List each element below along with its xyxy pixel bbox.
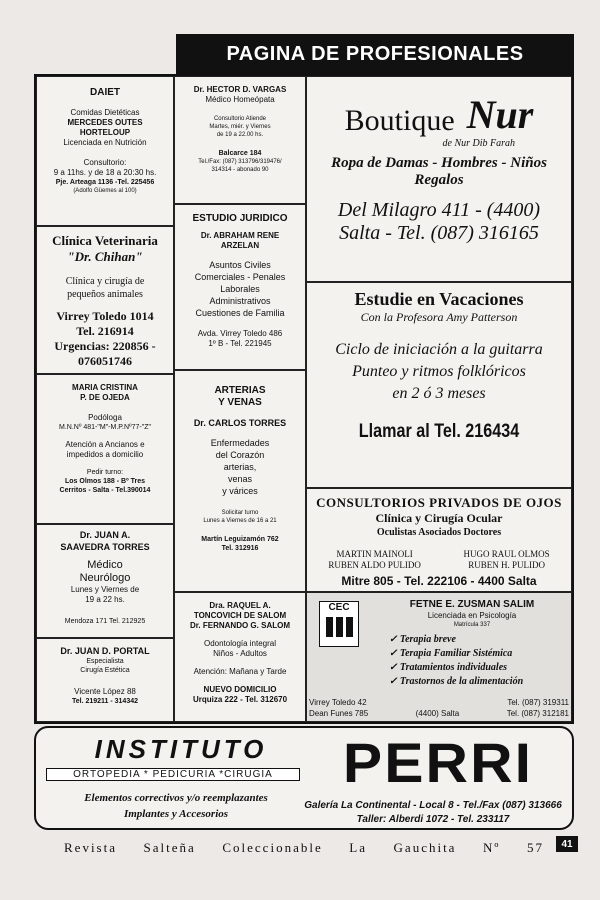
salom-name: TONCOVICH DE SALOM	[193, 611, 287, 620]
torres-line: Enfermedades	[210, 438, 270, 448]
portal-name: Dr. JUAN D. PORTAL	[60, 646, 150, 656]
ojos-doctor: RUBEN H. PULIDO	[468, 560, 545, 570]
vargas-address: Balcarce 184	[218, 150, 262, 157]
ojeda-address: Cerritos - Salta - Tel.390014	[59, 487, 151, 494]
chihan-address: Virrey Toledo 1014	[56, 309, 154, 323]
salom-line: Atención: Mañana y Tarde	[193, 667, 287, 676]
ad-salom-odontologia	[174, 592, 306, 722]
daiet-hours: 9 a 11hs. y de 18 a 20:30 hs.	[53, 168, 157, 177]
salom-line: Niños - Adultos	[213, 649, 267, 658]
zusman-item-text: Tratamientos individuales	[399, 662, 508, 673]
ojos-doctor: MARTIN MAINOLI	[336, 549, 413, 559]
perri-address: Galería La Continental - Local 8 - Tel./Fax (087) 313666	[304, 800, 562, 811]
ad-zusman-psicologia	[306, 592, 572, 722]
juridico-line: Laborales	[220, 284, 260, 294]
vacaciones-teacher: Con la Profesora Amy Patterson	[360, 310, 518, 324]
juridico-line: Cuestiones de Familia	[195, 308, 285, 318]
torres-line: y várices	[222, 486, 258, 496]
chihan-line: pequeños animales	[67, 289, 143, 300]
chihan-phone: Tel. 216914	[76, 324, 134, 338]
zusman-item-text: Terapia Familiar Sistémica	[399, 648, 513, 659]
ojos-title: CONSULTORIOS PRIVADOS DE OJOS	[316, 495, 562, 510]
daiet-name: MERCEDES OUTES	[67, 118, 143, 127]
chihan-line: Clínica y cirugía de	[65, 276, 145, 287]
torres-title: Y VENAS	[218, 397, 262, 408]
torres-address: Martín Leguizamón 762	[201, 536, 279, 543]
ad-vargas	[174, 76, 306, 204]
footer-word: Revista	[64, 840, 117, 855]
chihan-title: "Dr. Chihan"	[67, 249, 143, 264]
zusman-item: ✓ Trastornos de la alimentación	[389, 676, 524, 687]
zusman-name: FETNE E. ZUSMAN SALIM	[409, 599, 535, 610]
ojeda-address: Los Olmos 188 - Bº Tres	[65, 478, 145, 485]
ojos-doctor: RUBEN ALDO PULIDO	[328, 560, 421, 570]
salom-line: Odontología integral	[203, 639, 277, 648]
zusman-item: ✓ Tratamientos individuales	[389, 662, 508, 673]
perri-specialties: ORTOPEDIA * PEDICURIA *CIRUGIA	[46, 768, 300, 781]
ad-podologa-ojeda	[36, 374, 174, 524]
torres-line: arterias,	[223, 462, 257, 472]
ad-arterias-venas	[174, 370, 306, 592]
vargas-phone: Tel./Fax: (087) 313796/319476/	[198, 159, 282, 165]
daiet-name: HORTELOUP	[79, 128, 131, 137]
vacaciones-line: Ciclo de iniciación a la guitarra	[335, 341, 543, 358]
ojeda-line: Pedir turno:	[86, 469, 124, 476]
daiet-line: Licenciada en Nutrición	[63, 138, 147, 147]
saavedra-line: Lunes y Viernes de	[70, 585, 140, 594]
zusman-item: ✓ Terapia breve	[389, 634, 456, 645]
zusman-address: Dean Funes 785	[309, 709, 369, 718]
boutique-address: Del Milagro 411 - (4400)	[337, 199, 541, 221]
ojeda-line: Atención a Ancianos e	[65, 440, 145, 449]
ojeda-name: MARIA CRISTINA	[72, 383, 138, 392]
footer-word: Salteña	[143, 840, 196, 855]
torres-title: ARTERIAS	[214, 385, 266, 396]
daiet-line: Consultorio:	[83, 158, 127, 167]
zusman-item: ✓ Terapia Familiar Sistémica	[389, 648, 513, 659]
salom-line: NUEVO DOMICILIO	[203, 685, 277, 694]
perri-name: PERRI	[342, 731, 534, 794]
juridico-line: Comerciales - Penales	[194, 272, 286, 282]
ojos-line: Clínica y Cirugía Ocular	[375, 511, 503, 525]
page-title: PAGINA DE PROFESIONALES	[176, 34, 574, 74]
vacaciones-line: en 2 ó 3 meses	[392, 385, 486, 402]
footer	[64, 840, 544, 856]
footer-word: La	[349, 840, 367, 855]
ojeda-license: M.N.Nº 481-"M"-M.P.Nº77-"Z"	[59, 424, 151, 431]
ad-estudio-juridico	[174, 204, 306, 370]
boutique-line: Ropa de Damas - Hombres - Niños	[331, 155, 547, 171]
juridico-address: Avda. Virrey Toledo 486	[197, 329, 283, 338]
daiet-line: Comidas Dietéticas	[70, 108, 140, 117]
zusman-address: (4400) Salta	[415, 709, 460, 718]
vacaciones-line: Punteo y ritmos folklóricos	[352, 363, 526, 380]
torres-line: venas	[227, 474, 253, 484]
ad-consultorios-ojos	[306, 488, 572, 592]
chihan-urgencias: 076051746	[78, 354, 132, 368]
saavedra-line: Médico	[87, 559, 123, 571]
daiet-address: Pje. Arteaga 1136 -Tel. 225456	[55, 179, 155, 186]
professionals-grid	[34, 74, 574, 724]
vargas-line: Consultorio Atiende	[213, 116, 267, 122]
perri-line: Elementos correctivos y/o reemplazantes	[84, 792, 268, 804]
vargas-line: Médico Homeópata	[205, 95, 275, 104]
boutique-name-script: Nur	[466, 92, 534, 137]
portal-line: Especialista	[86, 658, 124, 665]
perri-address: Taller: Alberdi 1072 - Tel. 233117	[356, 814, 510, 825]
salom-address: Urquiza 222 - Tel. 312670	[192, 695, 288, 704]
ad-daiet	[36, 76, 174, 226]
vargas-line: de 19 a 22.00 hs.	[216, 132, 264, 138]
zusman-line: Matrícula 337	[453, 622, 491, 628]
daiet-line: (Adolfo Güemes al 100)	[73, 188, 137, 194]
ad-boutique-nur	[306, 76, 572, 282]
ojeda-line: impedidos a domicilio	[66, 450, 144, 459]
cec-logo	[319, 601, 359, 647]
ojos-line: Oculistas Asociados Doctores	[376, 527, 502, 538]
vacaciones-title: Estudie en Vacaciones	[354, 289, 524, 309]
portal-line: Cirugía Estética	[80, 667, 130, 674]
ojeda-line: Podóloga	[88, 413, 122, 422]
salom-name: Dra. RAQUEL A.	[209, 601, 271, 610]
portal-address: Vicente López 88	[74, 687, 136, 696]
saavedra-line: Neurólogo	[79, 572, 131, 584]
footer-word: Coleccionable	[222, 840, 323, 855]
boutique-owner: de Nur Dib Farah	[442, 138, 515, 149]
torres-line: del Corazón	[215, 450, 265, 460]
juridico-name: ARZELAN	[220, 241, 260, 250]
vacaciones-phone: Llamar al Tel. 216434	[358, 421, 520, 442]
cec-logo-mark-icon	[321, 613, 357, 641]
juridico-phone: 1º B - Tel. 221945	[208, 339, 272, 348]
zusman-item-text: Trastornos de la alimentación	[399, 676, 524, 687]
footer-word: 57	[526, 840, 544, 855]
boutique-line: Regalos	[414, 172, 464, 188]
torres-phone: Tel. 312916	[221, 545, 259, 552]
vargas-phone: 314314 - abonado 90	[211, 167, 269, 173]
zusman-phone: Tel. (087) 319311	[507, 698, 569, 707]
ad-portal-cirugia	[36, 638, 174, 722]
cec-logo-text: CEC	[328, 602, 350, 613]
chihan-urgencias: Urgencias: 220856 -	[54, 339, 156, 353]
zusman-line: Licenciada en Psicología	[427, 611, 517, 620]
zusman-phone: Tel. (087) 312181	[506, 709, 569, 718]
chihan-title: Clínica Veterinaria	[52, 233, 158, 248]
ad-estudie-vacaciones	[306, 282, 572, 488]
boutique-phone: Salta - Tel. (087) 316165	[339, 222, 539, 244]
ojos-address: Mitre 805 - Tel. 222106 - 4400 Salta	[341, 574, 537, 588]
vargas-name: Dr. HECTOR D. VARGAS	[193, 85, 287, 94]
salom-name: Dr. FERNANDO G. SALOM	[189, 621, 290, 630]
torres-line: Solicitar turno	[221, 510, 259, 516]
juridico-line: Administrativos	[209, 296, 271, 306]
boutique-name: Boutique	[344, 104, 455, 137]
ojeda-name: P. DE OJEDA	[80, 393, 130, 402]
page-number: 41	[556, 836, 578, 852]
zusman-address: Virrey Toledo 42	[309, 698, 367, 707]
ad-instituto-perri	[34, 726, 574, 830]
juridico-name: Dr. ABRAHAM RENE	[200, 231, 280, 240]
footer-word: Gauchita	[393, 840, 457, 855]
portal-phone: Tel. 219211 - 314342	[71, 698, 139, 705]
ad-veterinaria-chihan	[36, 226, 174, 374]
torres-name: Dr. CARLOS TORRES	[193, 418, 287, 428]
juridico-line: Asuntos Civiles	[209, 260, 271, 270]
juridico-title: ESTUDIO JURIDICO	[192, 213, 288, 224]
saavedra-line: 19 a 22 hs.	[85, 595, 125, 604]
zusman-item-text: Terapia breve	[399, 634, 456, 645]
ojos-doctor: HUGO RAUL OLMOS	[463, 549, 550, 559]
perri-instituto: INSTITUTO	[94, 734, 268, 764]
daiet-title: DAIET	[90, 87, 120, 98]
saavedra-name: Dr. JUAN A.	[79, 530, 131, 540]
saavedra-name: SAAVEDRA TORRES	[60, 542, 150, 552]
saavedra-address: Mendoza 171 Tel. 212925	[64, 618, 146, 625]
perri-line: Implantes y Accesorios	[123, 808, 229, 820]
vargas-line: Martes, miér. y Viernes	[209, 124, 271, 130]
torres-line: Lunes a Viernes de 16 a 21	[203, 518, 277, 524]
ad-saavedra-torres	[36, 524, 174, 638]
footer-word: Nº	[483, 840, 501, 855]
